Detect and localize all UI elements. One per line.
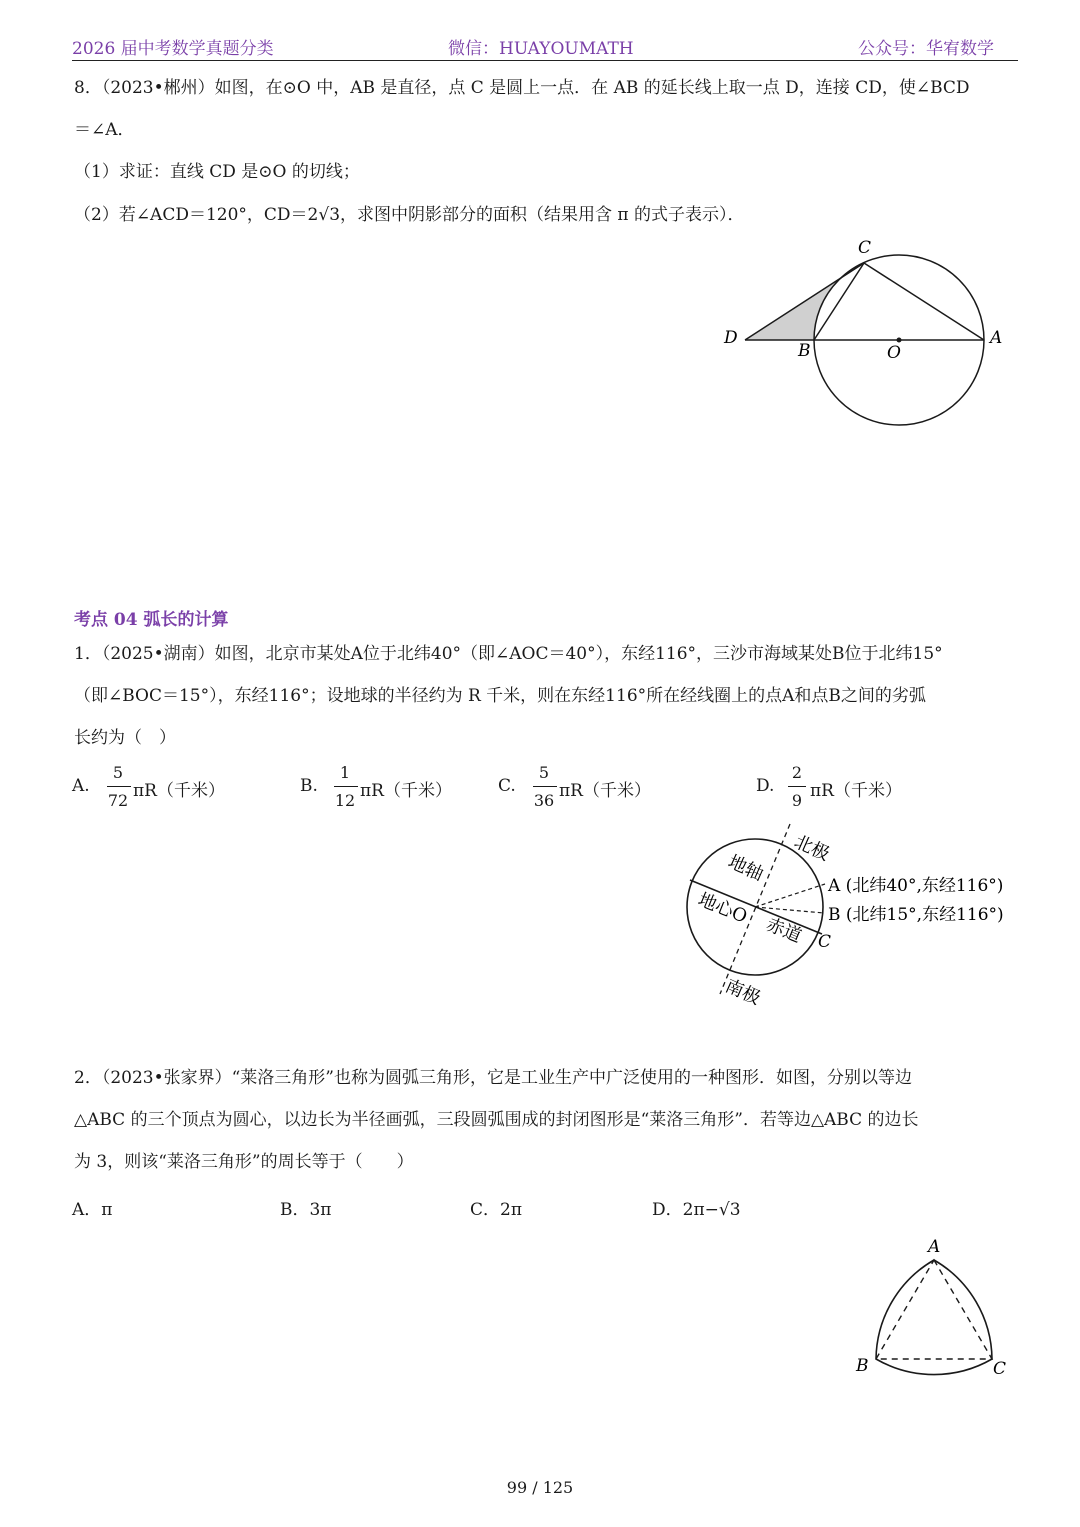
q1-option-d-tail: πR（千米） (810, 781, 902, 801)
q1-label-C: C (818, 932, 832, 952)
q2-label-C: C (993, 1359, 1007, 1379)
header-right: 公众号：华宥数学 (858, 39, 994, 59)
q8-label-C: C (858, 238, 872, 258)
q1-option-d-letter: D. (756, 776, 775, 796)
header-center: 微信：HUAYOUMATH (448, 39, 634, 59)
q1-label-south: 南极 (721, 975, 764, 1010)
q2-text-line3: 为 3，则该“莱洛三角形”的周长等于（ ） (74, 1152, 414, 1172)
q1-option-c-tail: πR（千米） (559, 781, 651, 801)
q8-label-B: B (798, 341, 811, 361)
q1-text-line2: （即∠BOC＝15°），东经116°；设地球的半径约为 R 千米，则在东经116°所在经线圈上的点A和点B之间的劣弧 (74, 686, 926, 706)
q1-option-b-letter: B. (300, 776, 318, 796)
q2-label-A: A (928, 1237, 941, 1257)
q2-label-B: B (856, 1356, 869, 1376)
section-title: 考点 04 弧长的计算 (74, 610, 229, 630)
q8-label-D: D (724, 328, 738, 348)
q2-reuleaux-outline (876, 1260, 992, 1375)
q1-label-equator: 赤道 (763, 914, 805, 948)
page-number: 99 / 125 (506, 1478, 574, 1497)
q1-option-a-num: 5 (112, 763, 124, 782)
q1-option-b-tail: πR（千米） (360, 781, 452, 801)
q1-option-c-letter: C. (498, 776, 516, 796)
q2-option-d: D．2π−√3 (652, 1200, 741, 1220)
header-left: 2026 届中考数学真题分类 (72, 39, 274, 59)
q1-earth-figure (680, 820, 1020, 1010)
q8-part1: （1）求证：直线 CD 是⊙O 的切线； (74, 162, 360, 182)
q1-option-c-den: 36 (533, 791, 555, 810)
q1-option-d-den: 9 (791, 791, 803, 810)
q2-option-a: A．π (72, 1200, 113, 1220)
q1-radius-OA (755, 884, 825, 907)
q8-part2: （2）若∠ACD＝120°，CD＝2√3，求图中阴影部分的面积（结果用含 π 的式子表示）． (74, 205, 745, 225)
q8-text-line1: 8．（2023•郴州）如图，在⊙O 中，AB 是直径，点 C 是圆上一点．在 AB 的延长线上取一点 D，连接 CD，使∠BCD (74, 78, 970, 98)
q1-option-a-den: 72 (107, 791, 129, 810)
q8-center-dot (897, 338, 902, 343)
q8-line-CA (864, 263, 984, 340)
q2-dashed-triangle (876, 1260, 992, 1359)
q2-text-line1: 2．（2023•张家界）“莱洛三角形”也称为圆弧三角形，它是工业生产中广泛使用的一种图形．如图，分别以等边 (74, 1068, 912, 1088)
q1-option-a-letter: A. (72, 776, 90, 796)
q2-text-line2: △ABC 的三个顶点为圆心，以边长为半径画弧，三段圆弧围成的封闭图形是“莱洛三角形”．若等边△ABC 的边长 (74, 1110, 919, 1130)
q1-label-north: 北极 (790, 831, 833, 866)
q1-text-line1: 1．（2025•湖南）如图，北京市某处A位于北纬40°（即∠AOC＝40°），东经116°，三沙市海域某处B位于北纬15° (74, 644, 943, 664)
q1-option-d-num: 2 (791, 763, 803, 782)
q2-option-b: B．3π (280, 1200, 332, 1220)
q8-label-O: O (887, 343, 901, 363)
q1-option-b-den: 12 (334, 791, 356, 810)
q1-label-B: B (北纬15°,东经116°) (828, 905, 1004, 925)
page-header (72, 30, 1018, 61)
q8-circle-figure (715, 230, 1015, 430)
q8-text-line2: ＝∠A． (74, 120, 135, 140)
q1-label-A: A (北纬40°,东经116°) (828, 876, 1004, 896)
q1-option-c-num: 5 (538, 763, 550, 782)
q2-option-c: C．2π (470, 1200, 522, 1220)
q1-label-center: 地心O (695, 889, 751, 928)
q1-option-b-num: 1 (339, 763, 351, 782)
q2-reuleaux-figure (850, 1230, 1020, 1390)
q8-label-A: A (990, 328, 1003, 348)
q1-label-axis: 地轴 (724, 851, 767, 886)
q1-option-a-tail: πR（千米） (133, 781, 225, 801)
q1-text-line3: 长约为（ ） (74, 728, 176, 748)
